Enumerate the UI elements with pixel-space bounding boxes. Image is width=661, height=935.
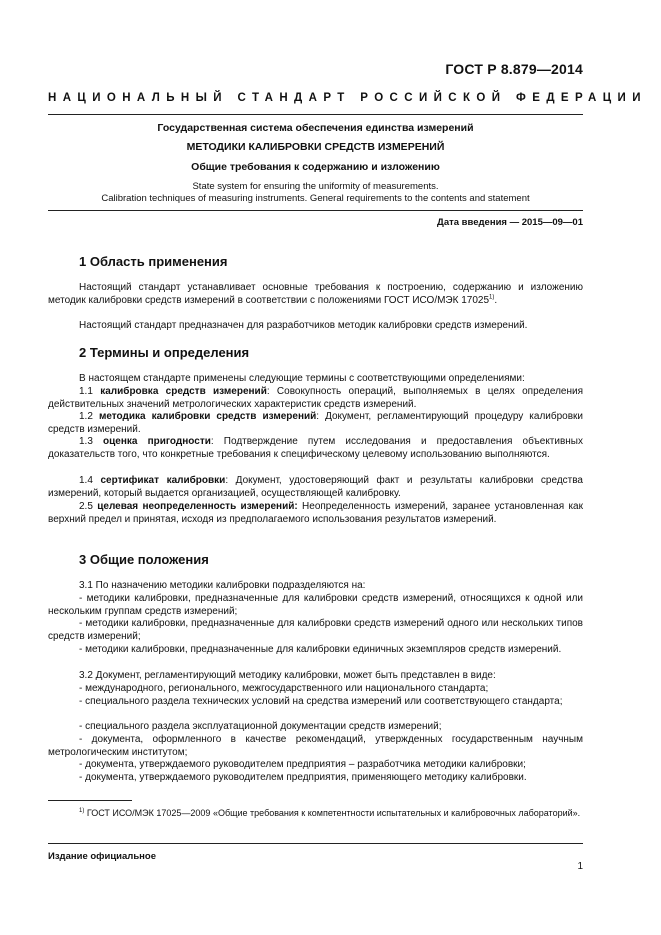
edition-label: Издание официальное <box>48 851 156 862</box>
list-item: - методики калибровки, предназначенные для калибровки средств измерений одного или нескольких типов средств измерений; <box>48 618 583 642</box>
standard-number: ГОСТ Р 8.879—2014 <box>445 61 583 77</box>
term-name: калибровка средств измерений <box>100 386 267 397</box>
clause-3-1: 3.1 По назначению методики калибровки подразделяются на: <box>79 580 366 591</box>
term-definition: : Подтверждение путем исследования и предоставления объективных доказательств того, что конкретные требования к специфическому целевому использованию выполняются. <box>48 436 583 460</box>
term-name: целевая неопределенность измерений: <box>97 501 298 512</box>
term-name: сертификат калибровки <box>100 475 226 486</box>
footnote <box>48 805 583 820</box>
effective-date: Дата введения — 2015—09—01 <box>437 217 583 228</box>
document-subtitle: Общие требования к содержанию и изложению <box>191 161 440 173</box>
section-1-paragraph-2: Настоящий стандарт предназначен для разработчиков методик калибровки средств измерений. <box>79 320 528 331</box>
paragraph-text: Настоящий стандарт устанавливает основные требования к построению, содержанию и изложению методик калибровки средств измерений в соответствии с положениями ГОСТ ИСО/МЭК 17025 <box>48 282 583 306</box>
english-title-line-1: State system for ensuring the uniformity of measurements. <box>192 181 439 192</box>
term-number: 1.3 <box>79 436 104 447</box>
page-number: 1 <box>577 861 583 872</box>
section-2-heading: 2 Термины и определения <box>79 345 250 360</box>
list-item: - методики калибровки, предназначенные для калибровки средств измерений, относящихся к одной или нескольким группам средств измерений; <box>48 593 583 617</box>
list-item: - международного, регионального, межгосударственного или национального стандарта; <box>79 683 489 694</box>
term-1-1 <box>48 386 583 412</box>
term-definition: : Документ, регламентирующий процедуру калибровки средств измерений. <box>48 411 583 435</box>
term-1-3 <box>48 436 583 462</box>
footer-divider <box>48 843 583 844</box>
footnote-divider <box>48 800 132 801</box>
term-name: методика калибровки средств измерений <box>98 411 317 422</box>
term-1-4 <box>48 475 583 501</box>
national-standard-heading: НАЦИОНАЛЬНЫЙ СТАНДАРТ РОССИЙСКОЙ ФЕДЕРАЦИИ <box>48 92 647 104</box>
term-definition: : Документ, удостоверяющий факт и результаты калибровки средства измерений, который выдается организацией, осуществляющей калибровку. <box>48 475 583 499</box>
title-divider <box>48 210 583 211</box>
section-1-paragraph-1 <box>48 282 583 308</box>
footnote-ref: 1) <box>489 294 495 301</box>
term-number: 1.2 <box>79 411 99 422</box>
term-definition: Неопределенность измерений, заранее установленная как верхний предел и принятая, исходя из предполагаемого использования результатов измерений. <box>48 501 583 525</box>
list-item: - документа, оформленного в качестве рекомендаций, утвержденных государственным научным метрологическим институтом; <box>48 734 583 758</box>
clause-3-2: 3.2 Документ, регламентирующий методику калибровки, может быть представлен в виде: <box>79 670 496 681</box>
list-item: - специального раздела технических условий на средства измерений или соответствующего стандарта; <box>79 696 563 707</box>
system-title: Государственная система обеспечения единства измерений <box>157 122 474 134</box>
term-number: 1.4 <box>79 475 101 486</box>
english-title-line-2: Calibration techniques of measuring instruments. General requirements to the contents and statement <box>101 193 530 204</box>
section-1-heading: 1 Область применения <box>79 254 228 269</box>
footnote-text: ГОСТ ИСО/МЭК 17025—2009 «Общие требования к компетентности испытательных и калибровочных лабораторий». <box>84 808 581 818</box>
list-item: - документа, утверждаемого руководителем предприятия, применяющего методику калибровки. <box>79 772 527 783</box>
list-item: - специального раздела эксплуатационной документации средств измерений; <box>79 721 442 732</box>
section-2-intro: В настоящем стандарте применены следующие термины с соответствующими определениями: <box>79 373 525 384</box>
term-number: 1.1 <box>79 386 101 397</box>
term-name: оценка пригодности <box>103 436 211 447</box>
footnote-marker: 1) <box>79 808 85 814</box>
top-divider <box>48 114 583 115</box>
term-2-5 <box>48 501 583 527</box>
section-3-heading: 3 Общие положения <box>79 552 209 567</box>
term-1-2 <box>48 411 583 437</box>
term-definition: : Совокупность операций, выполняемых в целях определения действительных значений метрологических характеристик средств измерений. <box>48 386 583 410</box>
list-item: - методики калибровки, предназначенные для калибровки единичных экземпляров средств измерений. <box>79 644 562 655</box>
list-item: - документа, утверждаемого руководителем предприятия – разработчика методики калибровки; <box>79 759 526 770</box>
term-number: 2.5 <box>79 501 98 512</box>
paragraph-end: . <box>494 294 498 306</box>
document-title: МЕТОДИКИ КАЛИБРОВКИ СРЕДСТВ ИЗМЕРЕНИЙ <box>186 141 445 153</box>
